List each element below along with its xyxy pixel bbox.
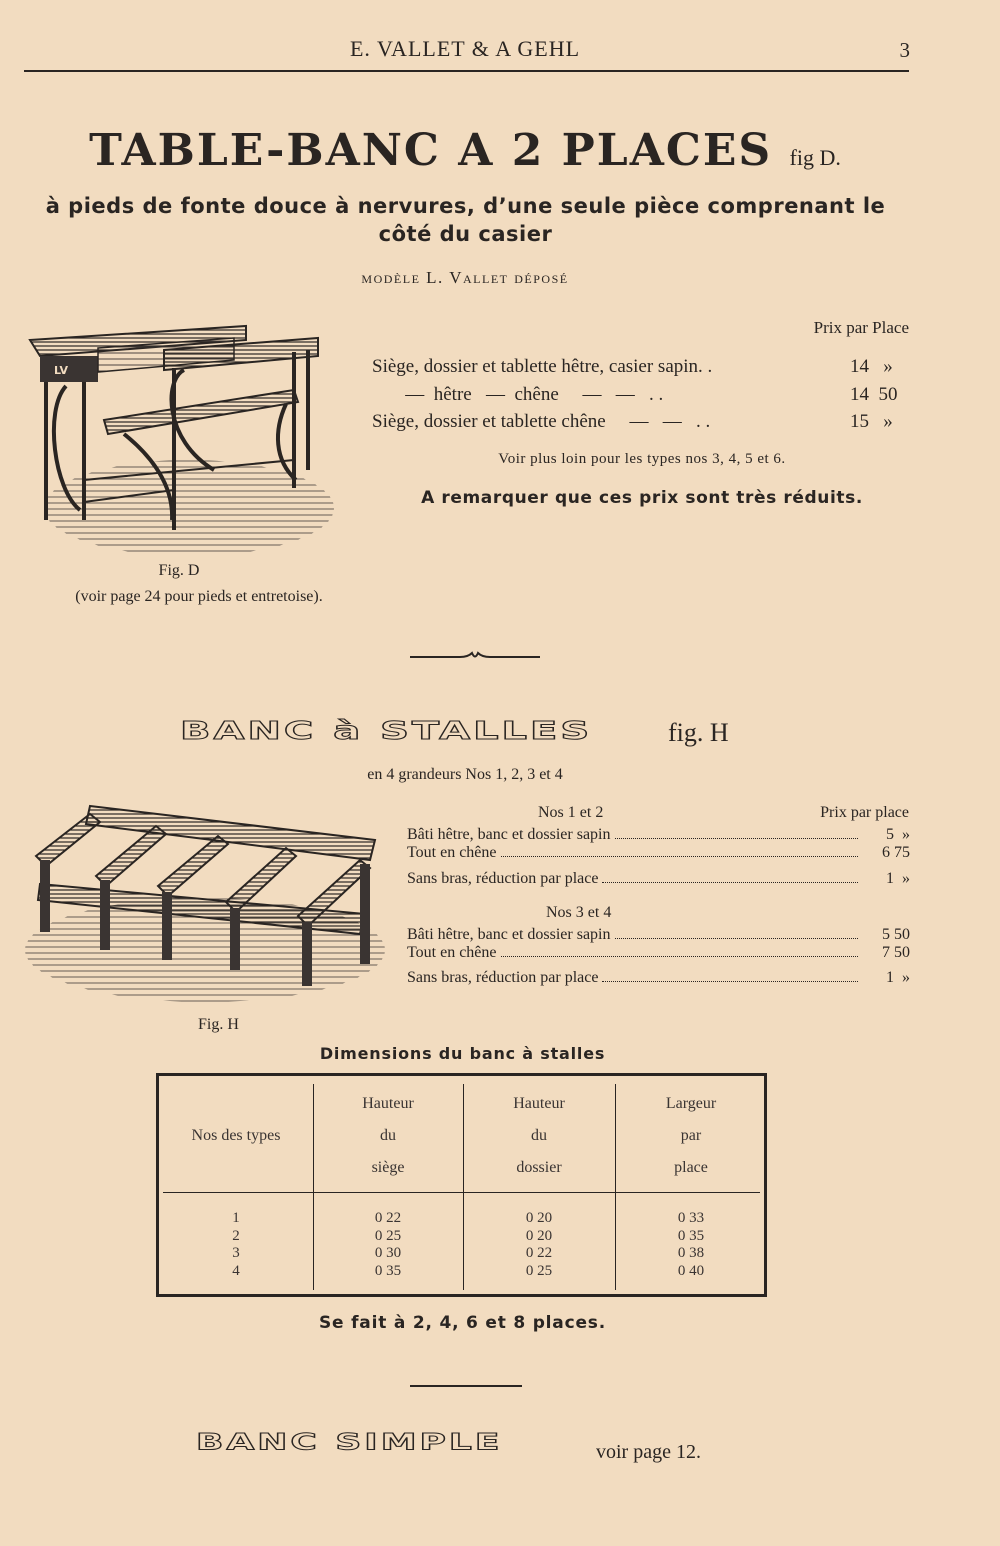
price-list-row [407, 944, 910, 964]
price-row [372, 384, 912, 410]
fig-h-caption: Fig. H [198, 1016, 239, 1033]
table-header-cell [159, 1120, 313, 1152]
table-cell: 1 [232, 1210, 240, 1226]
price-row-price: 14 » [850, 356, 893, 377]
price-list-label: Sans bras, réduction par place [407, 969, 599, 986]
price-list-price: 1 » [886, 870, 910, 887]
leader-dots [602, 882, 858, 883]
svg-text:LV: LV [54, 364, 69, 377]
table-cell: 0 20 [525, 1210, 553, 1226]
table-column-width-per-place [615, 1210, 767, 1280]
table-cell: 0 35 [677, 1227, 705, 1244]
fig-h-bench-engraving [20, 800, 395, 1010]
price-list-row [407, 969, 910, 989]
table-cell: 0 33 [677, 1210, 705, 1226]
header-line: Hauteur [513, 1095, 565, 1112]
table-cell: 0 22 [374, 1210, 402, 1226]
table-header-rule [163, 1192, 760, 1193]
table-cell: 4 [232, 1262, 240, 1279]
price-list-price: 6 75 [882, 844, 910, 861]
section2-title: BANC à STALLES [180, 716, 593, 746]
dimensions-title: Dimensions du banc à stalles [319, 1044, 606, 1063]
section1-subtitle: à pieds de fonte douce à nervures, d’une seule pièce comprenant le côté du casier [45, 194, 886, 246]
price-list-price: 7 50 [882, 944, 910, 961]
table-cell: 0 38 [677, 1245, 705, 1261]
header-line: place [674, 1159, 708, 1176]
section-rule [410, 1385, 522, 1387]
price-list-label: Bâti hêtre, banc et dossier sapin [407, 826, 611, 843]
price-list-price: 5 » [886, 826, 910, 843]
table-cell: 0 25 [525, 1262, 553, 1279]
leader-dots [615, 938, 859, 939]
leader-dots [501, 856, 858, 857]
table-cell: 0 30 [374, 1245, 402, 1261]
price-list-row [407, 926, 910, 946]
section1-fig-ref: fig D. [789, 145, 841, 170]
price-row [372, 411, 912, 437]
table-header-cell [463, 1088, 615, 1184]
table-cell: 0 40 [677, 1262, 705, 1279]
header-line: dossier [516, 1159, 562, 1176]
header-rule [24, 70, 909, 72]
table-column-back-height [463, 1210, 615, 1280]
section1-title [0, 125, 930, 176]
price-list-label: Sans bras, réduction par place [407, 870, 599, 887]
price-list-price: 1 » [886, 969, 910, 986]
price-row-price: 15 » [850, 411, 893, 432]
price-list-row [407, 826, 910, 846]
header-line: Nos des types [191, 1127, 281, 1144]
table-column-seat-height [313, 1210, 463, 1280]
table-cell: 0 35 [374, 1262, 402, 1279]
fig-d-desk-engraving [24, 320, 334, 560]
fig-d-note: (voir page 24 pour pieds et entretoise). [75, 588, 323, 605]
table-cell: 0 25 [374, 1227, 402, 1244]
leader-dots [501, 956, 858, 957]
section2-sizes: en 4 grandeurs Nos 1, 2, 3 et 4 [367, 766, 563, 783]
header-line: siège [371, 1159, 405, 1176]
running-header-title: E. VALLET & A GEHL [349, 36, 581, 61]
header-line: du [531, 1127, 547, 1144]
price-list-label: Bâti hêtre, banc et dossier sapin [407, 926, 611, 943]
price-row-label: Siège, dossier et tablette chêne — — . . [372, 411, 711, 432]
types-note: Voir plus loin pour les types nos 3, 4, 5 et 6. [498, 451, 786, 467]
dimensions-table [156, 1073, 767, 1297]
ornament-divider [410, 650, 540, 664]
price-list-label: Tout en chêne [407, 844, 497, 861]
table-cell: 0 22 [525, 1245, 553, 1261]
section3-title: BANC SIMPLE [196, 1429, 503, 1456]
table-cell: 3 [232, 1245, 240, 1261]
leader-dots [602, 981, 858, 982]
header-line: Hauteur [362, 1095, 414, 1112]
price-per-place-header: Prix par place [820, 804, 909, 821]
section2-fig-ref: fig. H [668, 718, 729, 747]
price-list-row [407, 870, 910, 890]
fig-d-caption: Fig. D [158, 562, 200, 579]
price-list-price: 5 50 [882, 926, 910, 943]
leader-dots [615, 838, 859, 839]
page-number: 3 [899, 38, 910, 62]
group1-heading: Nos 1 et 2 [538, 804, 604, 821]
section1-title-text: TABLE-BANC A 2 PLACES [89, 125, 773, 176]
header-line: Largeur [665, 1095, 717, 1112]
table-column-types [159, 1210, 313, 1280]
header-line: du [380, 1127, 396, 1144]
price-list-row [407, 844, 910, 864]
price-row-label: Siège, dossier et tablette hêtre, casier sapin. . [372, 356, 713, 377]
price-row-price: 14 50 [850, 384, 898, 405]
model-line: modèle L. Vallet déposé [361, 268, 569, 287]
price-remark: A remarquer que ces prix sont très réduits. [421, 488, 863, 508]
price-list-label: Tout en chêne [407, 944, 497, 961]
price-per-place-header: Prix par Place [813, 318, 909, 337]
section3-page-reference: voir page 12. [596, 1441, 701, 1463]
table-cell: 0 20 [525, 1227, 553, 1244]
places-note: Se fait à 2, 4, 6 et 8 places. [319, 1313, 606, 1333]
price-row [372, 356, 912, 382]
table-header-cell [615, 1088, 767, 1184]
group2-heading: Nos 3 et 4 [546, 904, 612, 921]
table-header-cell [313, 1088, 463, 1184]
table-cell: 2 [232, 1227, 240, 1244]
header-line: par [680, 1127, 702, 1144]
price-row-label: — hêtre — chêne — — . . [372, 384, 664, 405]
